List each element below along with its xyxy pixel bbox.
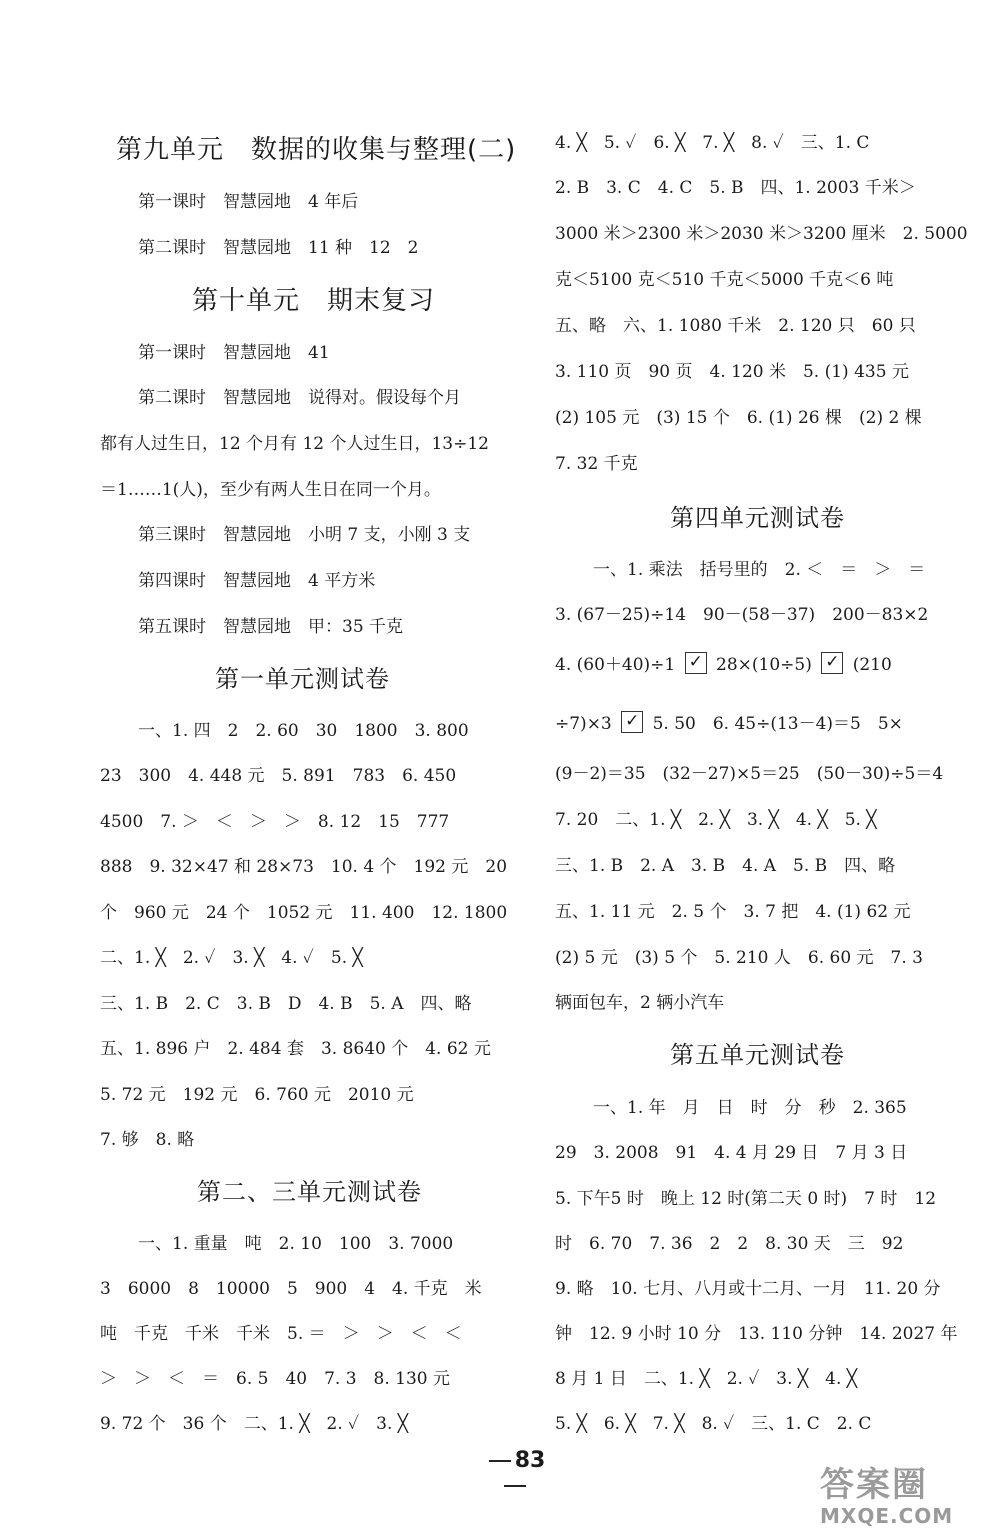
watermark-url: MXQE.COM	[820, 1504, 954, 1528]
test4-line-7: 三、1. B 2. A 3. B 4. A 5. B 四、略	[555, 856, 896, 876]
test4-line-3	[555, 652, 892, 677]
test5-title: 第五单元测试卷	[670, 1041, 845, 1069]
test4-line-10: 辆面包车，2 辆小汽车	[555, 993, 725, 1013]
test1-line-8: 五、1. 896 户 2. 484 套 3. 8640 个 4. 62 元	[100, 1039, 491, 1059]
test5-line-5: 9. 略 10. 七月、八月或十二月、一月 11. 20 分	[555, 1279, 941, 1299]
test4-line-6: 7. 20 二、1. ╳ 2. ╳ 3. ╳ 4. ╳ 5. ╳	[555, 810, 877, 830]
test23-title: 第二、三单元测试卷	[197, 1178, 422, 1206]
watermark-title: 答案圈	[820, 1465, 928, 1505]
unit10-line-3: 都有人过生日，12 个月有 12 个人过生日，13÷12	[100, 434, 489, 454]
test4-line-2: 3. (67－25)÷14 90－(58－37) 200－83×2	[555, 605, 929, 625]
test1-title: 第一单元测试卷	[215, 665, 390, 693]
test1-line-5: 个 960 元 24 个 1052 元 11. 400 12. 1800	[100, 903, 508, 923]
cont-line-6: 3. 110 页 90 页 4. 120 米 5. (1) 435 元	[555, 362, 909, 382]
test4-line-3c: (210	[852, 655, 892, 675]
test5-line-7: 8 月 1 日 二、1. ╳ 2. ✓ 3. ╳ 4. ╳	[555, 1369, 858, 1389]
cont-line-1: 4. ╳ 5. ✓ 6. ╳ 7. ╳ 8. ✓ 三、1. C	[555, 133, 870, 153]
test5-line-1: 一、1. 年 月 日 时 分 秒 2. 365	[593, 1098, 907, 1118]
cont-line-8: 7. 32 千克	[555, 454, 638, 474]
test1-line-3: 4500 7. ＞ ＜ ＞ ＞ 8. 12 15 777	[100, 812, 450, 832]
test5-line-6: 钟 12. 9 小时 10 分 13. 110 分钟 14. 2027 年	[555, 1324, 958, 1344]
cont-line-7: (2) 105 元 (3) 15 个 6. (1) 26 棵 (2) 2 棵	[555, 408, 922, 428]
cont-line-3: 3000 米＞2300 米＞2030 米＞3200 厘米 2. 5000	[555, 224, 968, 244]
test23-line-1: 一、1. 重量 吨 2. 10 100 3. 7000	[138, 1234, 454, 1254]
test1-line-1: 一、1. 四 2 2. 60 30 1800 3. 800	[138, 721, 469, 741]
test4-line-9: (2) 5 元 (3) 5 个 5. 210 人 6. 60 元 7. 3	[555, 948, 923, 968]
test1-line-10: 7. 够 8. 略	[100, 1130, 195, 1150]
test23-line-2: 3 6000 8 10000 5 900 4 4. 千克 米	[100, 1279, 482, 1299]
watermark-logo	[820, 1465, 990, 1535]
unit10-line-1: 第一课时 智慧园地 41	[138, 343, 330, 363]
test4-line-4b: 5. 50 6. 45÷(13－4)＝5 5×	[652, 714, 903, 734]
unit9-line-2: 第二课时 智慧园地 11 种 12 2	[138, 238, 419, 258]
test4-line-3a: 4. (60＋40)÷1	[555, 655, 676, 675]
cont-line-2: 2. B 3. C 4. C 5. B 四、1. 2003 千米＞	[555, 178, 916, 198]
cont-line-5: 五、略 六、1. 1080 千米 2. 120 只 60 只	[555, 316, 916, 336]
test5-line-2: 29 3. 2008 91 4. 4 月 29 日 7 月 3 日	[555, 1143, 908, 1163]
test4-line-8: 五、1. 11 元 2. 5 个 3. 7 把 4. (1) 62 元	[555, 902, 911, 922]
unit9-line-1: 第一课时 智慧园地 4 年后	[138, 192, 359, 212]
test1-line-6: 二、1. ╳ 2. ✓ 3. ╳ 4. ✓ 5. ╳	[100, 948, 363, 968]
unit10-line-2: 第二课时 智慧园地 说得对。假设每个月	[138, 388, 461, 408]
test1-line-2: 23 300 4. 448 元 5. 891 783 6. 450	[100, 766, 457, 786]
unit10-line-6: 第四课时 智慧园地 4 平方米	[138, 571, 376, 591]
cont-line-4: 克＜5100 克＜510 千克＜5000 千克＜6 吨	[555, 270, 894, 290]
unit10-line-5: 第三课时 智慧园地 小明 7 支，小刚 3 支	[138, 525, 471, 545]
test4-title: 第四单元测试卷	[670, 504, 845, 532]
test5-line-3: 5. 下午5 时 晚上 12 时(第二天 0 时) 7 时 12	[555, 1189, 937, 1209]
test1-line-7: 三、1. B 2. C 3. B D 4. B 5. A 四、略	[100, 994, 472, 1014]
test5-line-8: 5. ╳ 6. ╳ 7. ╳ 8. ✓ 三、1. C 2. C	[555, 1414, 872, 1434]
test4-line-5: (9－2)＝35 (32－27)×5＝25 (50－30)÷5＝4	[555, 764, 944, 784]
test23-line-3: 吨 千克 千米 千米 5. ＝ ＞ ＞ ＜ ＜	[100, 1324, 462, 1344]
unit10-line-4: ＝1……1(人)，至少有两人生日在同一个月。	[100, 480, 441, 500]
page-number	[470, 1448, 560, 1498]
check-box-icon	[821, 652, 843, 674]
unit9-title: 第九单元 数据的收集与整理(二)	[116, 135, 517, 165]
test4-line-4a: ÷7)×3	[555, 714, 612, 734]
check-box-icon	[685, 652, 707, 674]
unit10-title: 第十单元 期末复习	[192, 286, 436, 316]
unit10-line-7: 第五课时 智慧园地 甲：35 千克	[138, 617, 404, 637]
check-box-icon	[621, 711, 643, 733]
page-number-text: 83	[514, 1448, 546, 1473]
test1-line-9: 5. 72 元 192 元 6. 760 元 2010 元	[100, 1085, 414, 1105]
test23-line-4: ＞ ＞ ＜ ＝ 6. 5 40 7. 3 8. 130 元	[100, 1369, 450, 1389]
test23-line-5: 9. 72 个 36 个 二、1. ╳ 2. ✓ 3. ╳	[100, 1414, 408, 1434]
test1-line-4: 888 9. 32×47 和 28×73 10. 4 个 192 元 20	[100, 857, 508, 877]
test5-line-4: 时 6. 70 7. 36 2 2 8. 30 天 三 92	[555, 1234, 904, 1254]
test4-line-1: 一、1. 乘法 括号里的 2. ＜ ＝ ＞ ＝	[593, 560, 926, 580]
test4-line-4	[555, 711, 903, 736]
test4-line-3b: 28×(10÷5)	[716, 655, 812, 675]
